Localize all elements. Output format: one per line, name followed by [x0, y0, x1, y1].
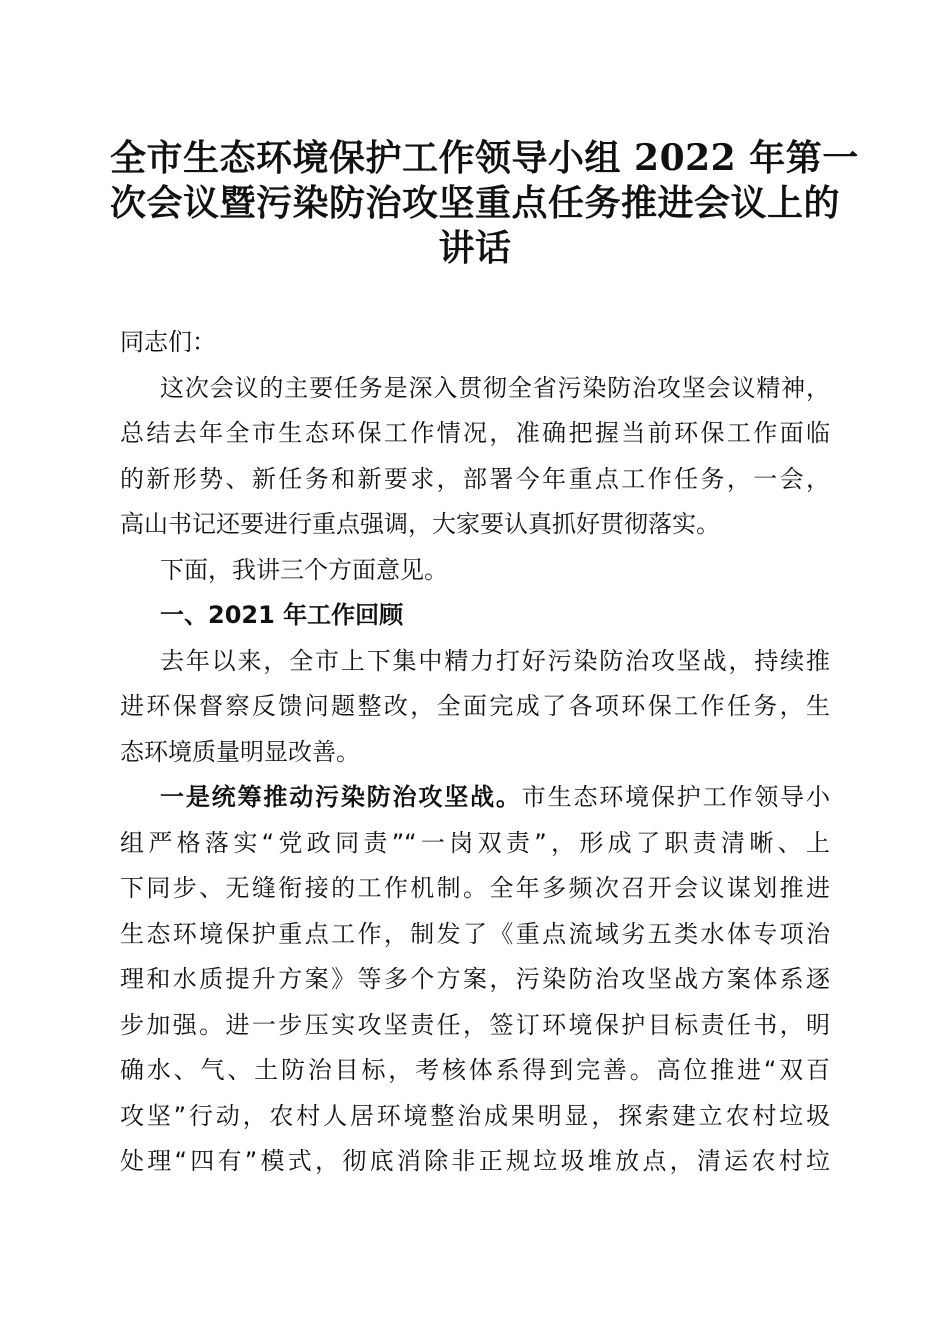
document-body	[120, 320, 830, 1185]
salutation-paragraph	[120, 320, 830, 366]
point1-first-line-rest: 市生态环境保护工作领导小	[521, 783, 830, 811]
salutation: 同志们：	[120, 328, 216, 356]
paragraph-line: 的新形势、新任务和新要求，部署今年重点工作任务，一会，	[120, 464, 830, 493]
intro-paragraph	[120, 366, 830, 548]
paragraph-line: 下同步、无缝衔接的工作机制。全年多频次召开会议谋划推进	[120, 874, 830, 902]
paragraph-line: 处理“四有”模式，彻底消除非正规垃圾堆放点，清运农村垃	[120, 1147, 830, 1175]
paragraph-line: 组严格落实“党政同责”“一岗双责”，形成了职责清晰、上	[120, 828, 830, 857]
title-line: 讲话	[438, 227, 512, 269]
title-line: 全市生态环境保护工作领导小组 2022 年第一	[110, 137, 859, 179]
section-heading	[120, 593, 830, 639]
paragraph-line: 生态环境保护重点工作，制发了《重点流域劣五类水体专项治	[120, 919, 830, 948]
paragraph-line: 确水、气、土防治目标，考核体系得到完善。高位推进“双百	[120, 1056, 830, 1084]
point1-lead: 一是统筹推动污染防治攻坚战。	[160, 783, 522, 811]
transition-paragraph	[120, 548, 830, 594]
document-title	[110, 136, 859, 271]
paragraph-line: 步加强。进一步压实攻坚责任，签订环境保护目标责任书，明	[120, 1010, 830, 1039]
paragraph-line: 理和水质提升方案》等多个方案，污染防治攻坚战方案体系逐	[120, 965, 830, 993]
paragraph-line: 去年以来，全市上下集中精力打好污染防治攻坚战，持续推	[160, 646, 830, 675]
paragraph-line	[120, 775, 830, 821]
paragraph-line: 这次会议的主要任务是深入贯彻全省污染防治攻坚会议精神，	[160, 373, 830, 402]
point1-paragraph	[120, 775, 830, 1185]
paragraph-line: 攻坚”行动，农村人居环境整治成果明显，探索建立农村垃圾	[120, 1101, 830, 1130]
paragraph-line: 进环保督察反馈问题整改，全面完成了各项环保工作任务，生	[120, 692, 830, 720]
paragraph-line: 高山书记还要进行重点强调，大家要认真抓好贯彻落实。	[120, 510, 720, 538]
paragraph-line: 态环境质量明显改善。	[120, 737, 360, 766]
section-intro-paragraph	[120, 639, 830, 776]
section-heading-text: 一、2021 年工作回顾	[160, 601, 404, 629]
paragraph-line: 下面，我讲三个方面意见。	[160, 555, 448, 584]
paragraph-line: 总结去年全市生态环保工作情况，准确把握当前环保工作面临	[120, 419, 830, 447]
title-line: 次会议暨污染防治攻坚重点任务推进会议上的	[110, 182, 841, 224]
